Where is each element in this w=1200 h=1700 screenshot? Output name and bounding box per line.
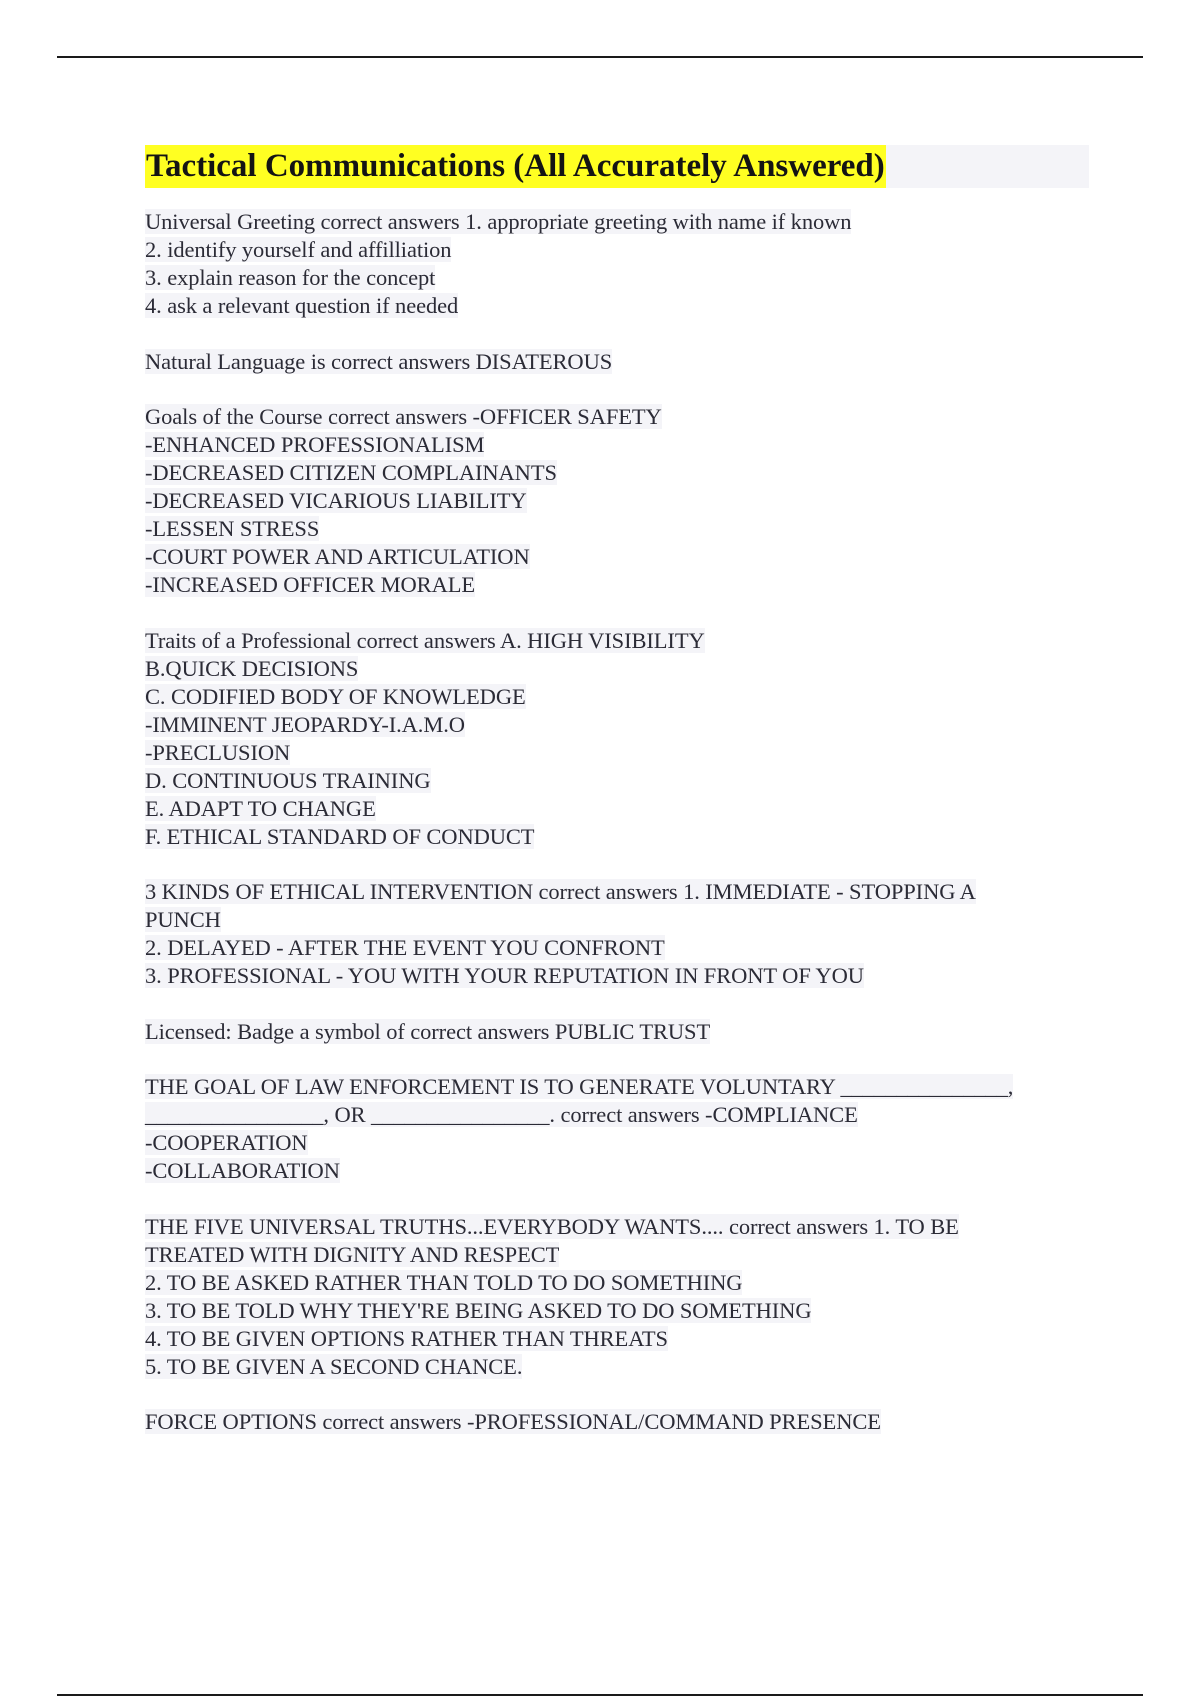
entry-line: TREATED WITH DIGNITY AND RESPECT [145,1241,560,1267]
entry-line: Licensed: Badge a symbol of correct answers PUBLIC TRUST [145,1018,711,1044]
entry-line: 3. TO BE TOLD WHY THEY'RE BEING ASKED TO DO SOMETHING [145,1297,812,1323]
qa-entry [145,1408,1091,1436]
entry-line: 2. TO BE ASKED RATHER THAN TOLD TO DO SOMETHING [145,1269,743,1295]
entry-line: 4. ask a relevant question if needed [145,293,459,318]
qa-entry [145,1213,1091,1381]
entry-line: THE FIVE UNIVERSAL TRUTHS...EVERYBODY WANTS.... correct answers 1. TO BE [145,1213,959,1239]
entry-line: 2. DELAYED - AFTER THE EVENT YOU CONFRONT [145,935,665,960]
document-body [145,145,1091,1464]
entry-line: D. CONTINUOUS TRAINING [145,767,431,793]
entry-line: 4. TO BE GIVEN OPTIONS RATHER THAN THREATS [145,1325,668,1351]
entry-line: -DECREASED VICARIOUS LIABILITY [145,488,527,513]
entry-line: -COLLABORATION [145,1158,340,1183]
entry-line: ________________, OR ________________. correct answers -COMPLIANCE [145,1102,858,1127]
qa-entry [145,348,1091,376]
document-title: Tactical Communications (All Accurately Answered) [145,145,886,188]
entry-line: PUNCH [145,907,221,932]
entry-line: THE GOAL OF LAW ENFORCEMENT IS TO GENERATE VOLUNTARY _______________, [145,1074,1014,1099]
entry-line: Universal Greeting correct answers 1. appropriate greeting with name if known [145,209,852,234]
entry-line: 5. TO BE GIVEN A SECOND CHANCE. [145,1353,523,1379]
entry-line: B.QUICK DECISIONS [145,655,359,681]
entry-line: Goals of the Course correct answers -OFFICER SAFETY [145,404,662,429]
qa-entry [145,627,1091,851]
entry-line: C. CODIFIED BODY OF KNOWLEDGE [145,683,526,709]
bottom-rule [57,1694,1143,1696]
entry-line: -INCREASED OFFICER MORALE [145,572,476,597]
qa-entry [145,1018,1091,1046]
entry-line: 3. explain reason for the concept [145,265,436,290]
qa-entry [145,1073,1091,1185]
top-rule [57,56,1143,58]
entry-line: -ENHANCED PROFESSIONALISM [145,432,485,457]
entry-line: FORCE OPTIONS correct answers -PROFESSIONAL/COMMAND PRESENCE [145,1409,881,1434]
entry-line: -COOPERATION [145,1130,308,1155]
entry-line: -DECREASED CITIZEN COMPLAINANTS [145,460,557,485]
title-bar [145,145,1089,188]
entry-line: 3. PROFESSIONAL - YOU WITH YOUR REPUTATION IN FRONT OF YOU [145,963,864,988]
entry-line: -LESSEN STRESS [145,516,320,541]
entry-line: Natural Language is correct answers DISATEROUS [145,348,613,374]
entry-line: -COURT POWER AND ARTICULATION [145,544,530,569]
entry-line: E. ADAPT TO CHANGE [145,795,376,821]
entry-line: -IMMINENT JEOPARDY-I.A.M.O [145,711,465,737]
qa-entry [145,878,1091,990]
entry-line: 3 KINDS OF ETHICAL INTERVENTION correct answers 1. IMMEDIATE - STOPPING A [145,879,976,904]
entry-line: Traits of a Professional correct answers A. HIGH VISIBILITY [145,627,705,653]
entry-line: F. ETHICAL STANDARD OF CONDUCT [145,823,535,849]
entry-line: -PRECLUSION [145,739,291,765]
entry-line: 2. identify yourself and affilliation [145,237,452,262]
qa-entry [145,403,1091,599]
qa-entry [145,208,1091,320]
